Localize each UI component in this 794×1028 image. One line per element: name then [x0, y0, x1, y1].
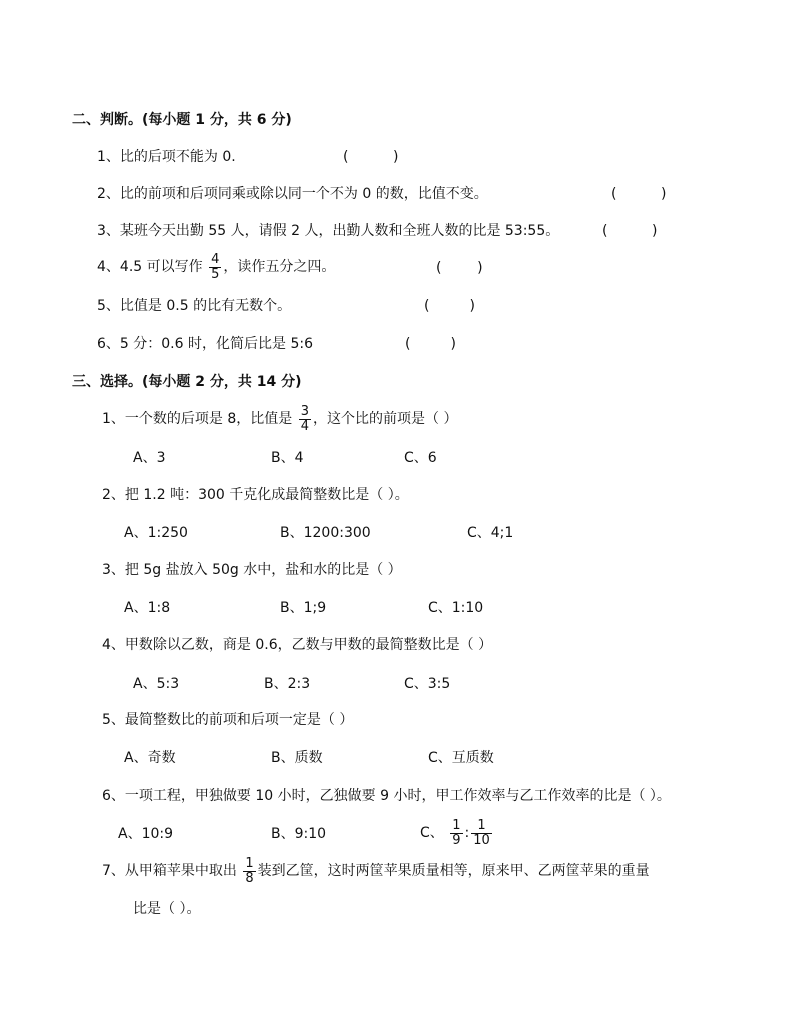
answer-blank[interactable]: ( ): [424, 298, 475, 314]
item-number: 1、: [97, 149, 120, 165]
item-number: 5、: [102, 712, 125, 728]
ratio-separator: :: [464, 825, 470, 841]
option-a[interactable]: A、10:9: [118, 826, 174, 842]
question-text: 装到乙筐，这时两筐苹果质量相等，原来甲、乙两筐苹果的重量: [257, 863, 650, 879]
fraction-numerator: 4: [211, 251, 220, 267]
fraction: [450, 819, 462, 848]
question-text: 最简整数比的前项和后项一定是（ ）: [124, 712, 354, 728]
judge-item-6: [97, 335, 313, 353]
option-b[interactable]: B、9:10: [271, 826, 327, 842]
choice-question-7: [102, 853, 650, 889]
option-label: C、: [420, 825, 444, 841]
option-b[interactable]: B、1200:300: [280, 525, 371, 541]
answer-blank[interactable]: ( ): [436, 260, 483, 276]
item-number: 6、: [97, 336, 120, 352]
choice-question-3: [102, 561, 402, 579]
question-text: 把 5g 盐放入 50g 水中，盐和水的比是（ ）: [124, 562, 402, 578]
option-b[interactable]: B、4: [271, 450, 304, 466]
option-a[interactable]: A、1:8: [124, 600, 171, 616]
item-number: 1、: [102, 411, 125, 427]
choice-question-5: [102, 711, 353, 729]
item-text: 比的后项不能为 0.: [119, 149, 236, 165]
item-text: 比值是 0.5 的比有无数个。: [119, 298, 292, 314]
section-2-heading: 二、判断。(每小题 1 分，共 6 分): [72, 112, 292, 128]
question-text: 甲数除以乙数，商是 0.6，乙数与甲数的最简整数比是（ ）: [124, 637, 493, 653]
item-text: 5 分：0.6 时，化简后比是 5:6: [119, 336, 313, 352]
answer-blank[interactable]: ( ): [611, 186, 667, 202]
option-a[interactable]: A、1:250: [124, 525, 188, 541]
question-text: ，这个比的前项是（ ）: [313, 411, 458, 427]
choice-question-1: [102, 402, 457, 436]
item-number: 5、: [97, 298, 120, 314]
option-c[interactable]: C、互质数: [428, 750, 494, 766]
option-c[interactable]: [420, 816, 494, 850]
option-a[interactable]: A、奇数: [124, 750, 176, 766]
item-number: 7、: [102, 863, 125, 879]
fraction: [209, 253, 221, 282]
choice-question-2: [102, 486, 409, 504]
fraction-denominator: 4: [300, 418, 310, 434]
judge-item-2: [97, 185, 488, 203]
item-text: 比的前项和后项同乘或除以同一个不为 0 的数，比值不变。: [119, 186, 488, 202]
fraction-numerator: 1: [477, 817, 486, 833]
judge-item-3: [97, 222, 559, 240]
answer-blank[interactable]: ( ): [343, 149, 399, 165]
fraction: [471, 819, 492, 848]
question-7-continuation: 比是（ ）。: [133, 901, 201, 917]
item-number: 6、: [102, 788, 125, 804]
answer-blank[interactable]: ( ): [405, 336, 456, 352]
fraction-denominator: 9: [452, 832, 461, 848]
judge-item-4: [97, 250, 335, 284]
item-number: 4、: [97, 259, 120, 275]
choice-question-6: [102, 787, 671, 805]
fraction: [299, 405, 311, 434]
section-3-heading: 三、选择。(每小题 2 分，共 14 分): [72, 374, 302, 390]
fraction-numerator: 1: [245, 855, 254, 871]
item-text: ，读作五分之四。: [223, 259, 336, 275]
item-number: 3、: [97, 223, 120, 239]
item-number: 2、: [102, 487, 125, 503]
item-text: 某班今天出勤 55 人，请假 2 人，出勤人数和全班人数的比是 53:55。: [119, 223, 560, 239]
question-text: 从甲箱苹果中取出: [124, 863, 237, 879]
option-b[interactable]: B、1;9: [280, 600, 327, 616]
fraction-denominator: 8: [245, 870, 254, 886]
option-b[interactable]: B、2:3: [264, 676, 311, 692]
option-c[interactable]: C、4;1: [467, 525, 514, 541]
item-text: 4.5 可以写作: [119, 259, 203, 275]
option-a[interactable]: A、3: [133, 450, 166, 466]
option-c[interactable]: C、6: [404, 450, 437, 466]
judge-item-5: [97, 297, 291, 315]
option-b[interactable]: B、质数: [271, 750, 323, 766]
fraction-denominator: 10: [473, 832, 490, 848]
item-number: 3、: [102, 562, 125, 578]
question-text: 一个数的后项是 8，比值是: [124, 411, 293, 427]
option-c[interactable]: C、3:5: [404, 676, 451, 692]
fraction-denominator: 5: [211, 266, 220, 282]
fraction-numerator: 3: [300, 403, 310, 419]
fraction-numerator: 1: [452, 817, 461, 833]
question-text: 把 1.2 吨：300 千克化成最简整数比是（ ）。: [124, 487, 409, 503]
item-number: 4、: [102, 637, 125, 653]
option-c[interactable]: C、1:10: [428, 600, 484, 616]
answer-blank[interactable]: ( ): [602, 223, 658, 239]
choice-question-4: [102, 636, 492, 654]
item-number: 2、: [97, 186, 120, 202]
judge-item-1: [97, 148, 236, 166]
question-text: 一项工程，甲独做要 10 小时，乙独做要 9 小时，甲工作效率与乙工作效率的比是（ ）。: [124, 788, 671, 804]
option-a[interactable]: A、5:3: [133, 676, 180, 692]
fraction: [243, 857, 255, 886]
